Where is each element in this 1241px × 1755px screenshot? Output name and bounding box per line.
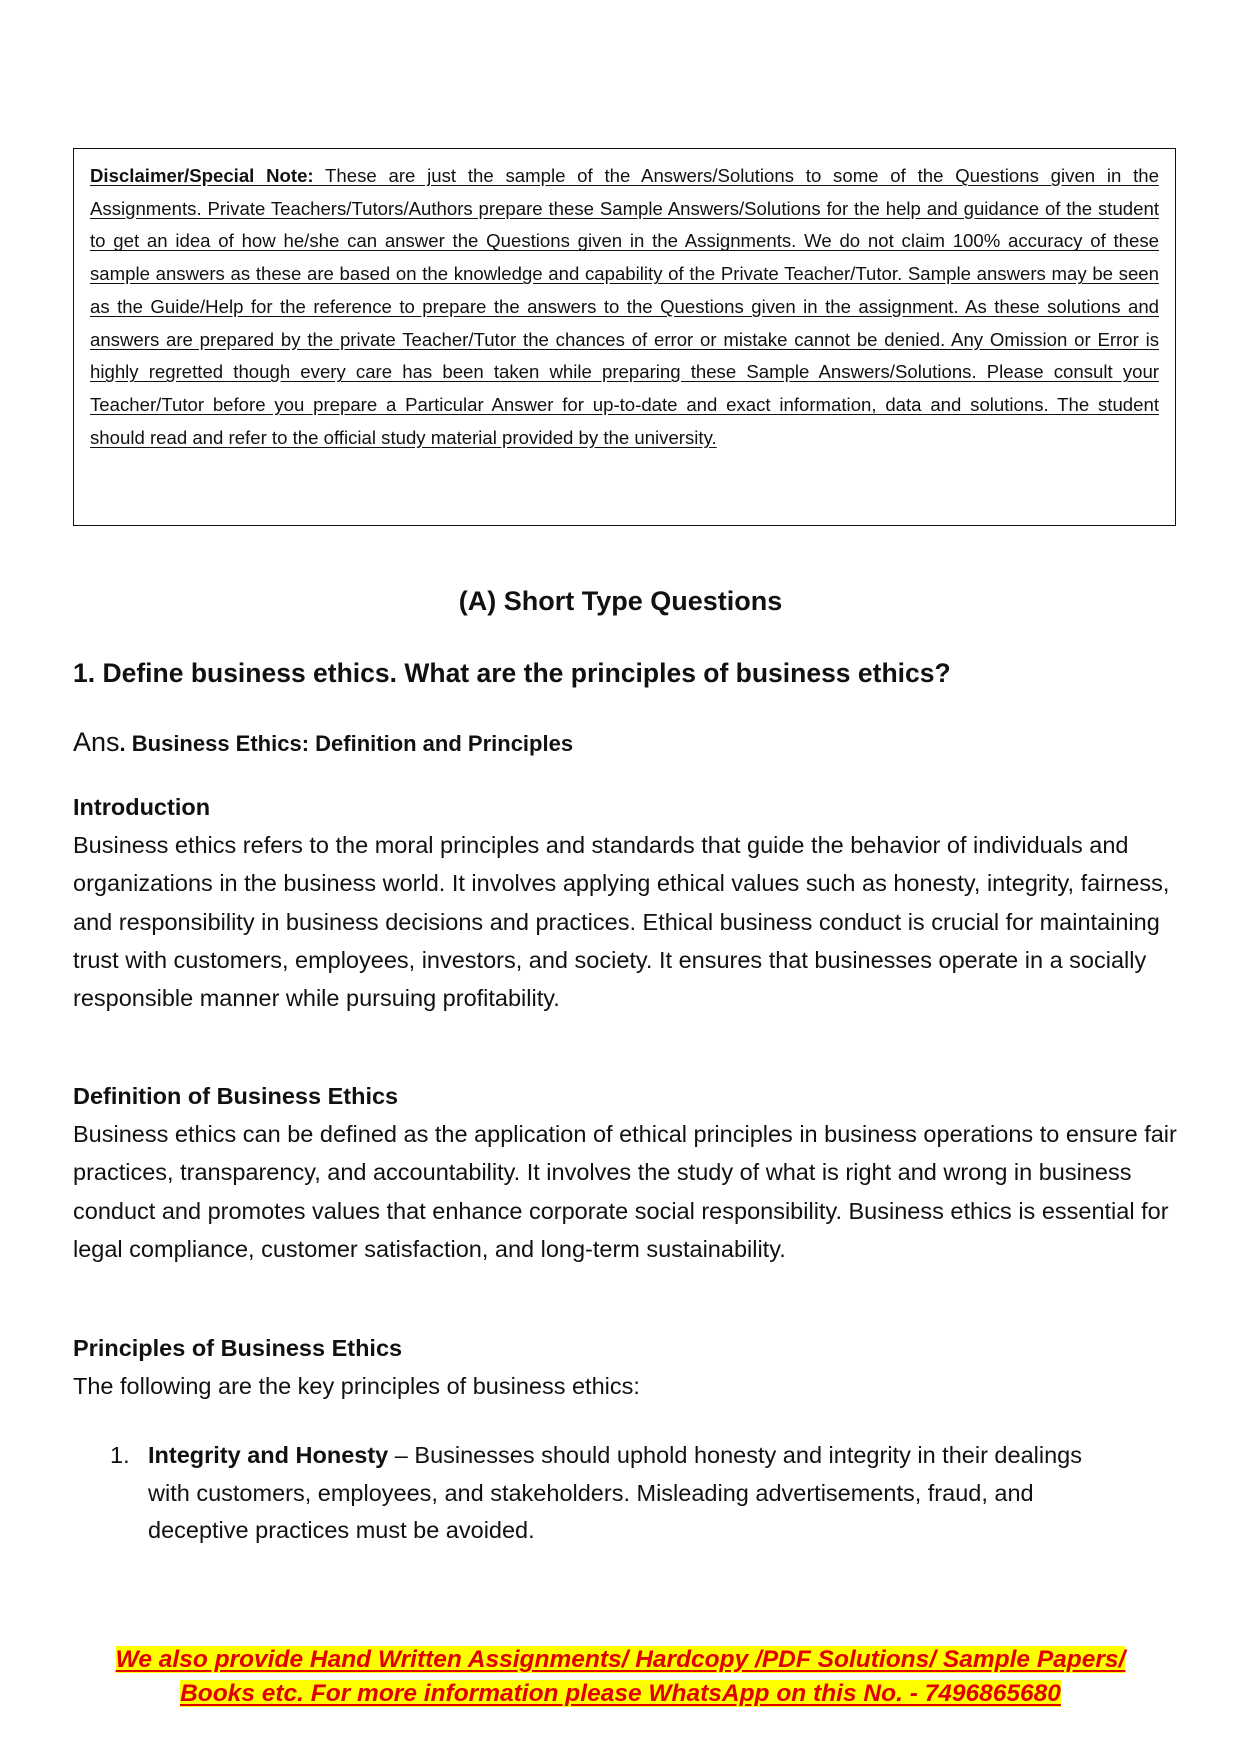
introduction-paragraph: Business ethics refers to the moral principles and standards that guide the behavior of individuals and organizations in the business world. It involves applying ethical values such as honesty, integrity, fairness, and responsibility in business decisions and practices. Ethical business conduct is crucial for maintaining trust with customers, employees, investors, and society. It ensures that businesses operate in a socially responsible manner while pursuing profitability. xyxy=(73,832,1170,1012)
disclaimer-box xyxy=(73,148,1176,526)
principles-heading: Principles of Business Ethics xyxy=(73,1335,403,1361)
answer-heading: . Business Ethics: Definition and Principles xyxy=(119,731,574,756)
definition-paragraph: Business ethics can be defined as the application of ethical principles in business operations to ensure fair practices, transparency, and accountability. It involves the study of what is right and wrong in business conduct and promotes values that enhance corporate social responsibility. Business ethics is essential for legal compliance, customer satisfaction, and long-term sustainability. xyxy=(73,1121,1177,1262)
section-heading: (A) Short Type Questions xyxy=(458,586,783,616)
principle-number: 1. xyxy=(110,1442,130,1468)
introduction-section xyxy=(73,788,1183,1017)
principles-section xyxy=(73,1329,1183,1405)
principle-text: – Businesses should uphold honesty and integrity in their dealings with customers, employees, and stakeholders. Misleading advertisements, fraud, and deceptive practices must be avoided. xyxy=(148,1442,1082,1543)
promo-line-2: Books etc. For more information please WhatsApp on this No. - 7496865680 xyxy=(180,1680,1061,1707)
disclaimer-body: These are just the sample of the Answers/Solutions to some of the Questions given in the Assignments. Private Teachers/Tutors/Authors prepare these Sample Answers/Solutions for the help and guidance of the student to get an idea of how he/she can answer the Questions given in the Assignments. We do not claim 100% accuracy of these sample answers as these are based on the knowledge and capability of the Private Teacher/Tutor. Sample answers may be seen as the Guide/Help for the reference to prepare the answers to the Questions given in the assignment. As these solutions and answers are prepared by the private Teacher/Tutor the chances of error or mistake cannot be denied. Any Omission or Error is highly regretted though every care has been taken while preparing these Sample Answers/Solutions. Please consult your Teacher/Tutor before you prepare a Particular Answer for up-to-date and exact information, data and solutions. The student should read and refer to the official study material provided by the university. xyxy=(90,165,1159,448)
definition-heading: Definition of Business Ethics xyxy=(73,1083,399,1109)
introduction-heading: Introduction xyxy=(73,794,211,820)
principles-intro: The following are the key principles of business ethics: xyxy=(73,1373,640,1399)
disclaimer-lead: Disclaimer/Special Note: xyxy=(90,165,314,186)
principle-title: Integrity and Honesty xyxy=(148,1442,389,1468)
promo-banner xyxy=(0,1643,1241,1711)
ans-label: Ans xyxy=(73,727,120,757)
disclaimer-text xyxy=(90,160,1159,454)
definition-section xyxy=(73,1077,1183,1268)
promo-line-1: We also provide Hand Written Assignments/ Hardcopy /PDF Solutions/ Sample Papers/ xyxy=(115,1646,1126,1673)
principle-list-item xyxy=(110,1437,1130,1550)
question-title: 1. Define business ethics. What are the principles of business ethics? xyxy=(73,658,951,688)
answer-title xyxy=(73,727,573,758)
principle-body xyxy=(148,1437,1130,1550)
